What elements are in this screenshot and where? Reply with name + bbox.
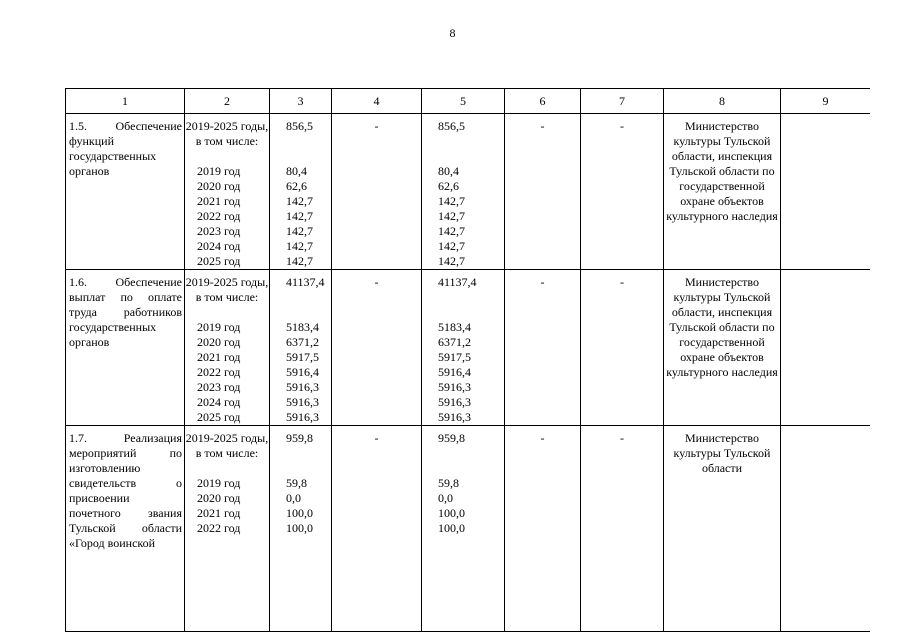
year-label: 2022 год (197, 521, 241, 535)
page-number: 8 (449, 26, 456, 40)
col4-value: - (332, 114, 422, 270)
header-col-2: 2 (185, 89, 270, 114)
year-label: 2024 год (197, 239, 241, 253)
program-table-container (65, 88, 870, 640)
total-cell (270, 114, 332, 270)
col5-values (422, 164, 504, 269)
year-label: 2025 год (197, 410, 241, 424)
measure-name: 1.6. Обеспечение выплат по оплате труда работников государственных органов (66, 270, 185, 426)
col4-value: - (332, 426, 422, 632)
header-col-4: 4 (332, 89, 422, 114)
col9-cell (781, 270, 871, 426)
period-cell (185, 426, 270, 632)
period-label: 2019-2025 годы, в том числе: (185, 275, 269, 304)
year-value: 5916,3 (286, 395, 319, 409)
executor-cell: Министерство культуры Тульской области, инспекция Тульской области по государственной охране объектов культурного наследия (664, 114, 781, 270)
col9-cell (781, 426, 871, 632)
year-value: 5916,4 (286, 365, 319, 379)
total-value: 856,5 (286, 119, 313, 133)
year-value: 142,7 (286, 194, 313, 208)
year-label: 2021 год (197, 194, 241, 208)
year-label: 2019 год (197, 164, 241, 178)
year-value: 80,4 (438, 164, 459, 178)
year-value: 100,0 (286, 521, 313, 535)
period-cell (185, 114, 270, 270)
total-value: 959,8 (286, 431, 313, 445)
year-value: 6371,2 (286, 335, 319, 349)
col5-values (422, 320, 504, 425)
year-value: 142,7 (438, 194, 465, 208)
year-label: 2023 год (197, 380, 241, 394)
year-value: 142,7 (438, 224, 465, 238)
year-value: 0,0 (286, 491, 301, 505)
year-value: 142,7 (286, 209, 313, 223)
year-value: 5183,4 (438, 320, 471, 334)
col9-cell (781, 114, 871, 270)
table-row (66, 270, 871, 426)
year-list (185, 320, 269, 425)
year-value: 5183,4 (286, 320, 319, 334)
year-values (270, 320, 331, 425)
header-col-6: 6 (505, 89, 581, 114)
year-value: 142,7 (286, 239, 313, 253)
col7-value: - (581, 426, 664, 632)
year-value: 100,0 (438, 521, 465, 535)
year-label: 2020 год (197, 335, 241, 349)
header-col-9: 9 (781, 89, 871, 114)
year-value: 142,7 (438, 239, 465, 253)
year-value: 5916,3 (286, 410, 319, 424)
col5-cell (422, 426, 505, 632)
total-cell (270, 270, 332, 426)
col5-total: 856,5 (438, 119, 465, 133)
year-list (185, 476, 269, 536)
year-value: 5916,3 (438, 380, 471, 394)
period-label: 2019-2025 годы, в том числе: (185, 119, 269, 148)
year-label: 2019 год (197, 320, 241, 334)
year-value: 6371,2 (438, 335, 471, 349)
period-cell (185, 270, 270, 426)
total-cell (270, 426, 332, 632)
year-label: 2021 год (197, 506, 241, 520)
year-label: 2023 год (197, 224, 241, 238)
total-value: 41137,4 (286, 275, 325, 289)
year-label: 2020 год (197, 491, 241, 505)
year-label: 2021 год (197, 350, 241, 364)
table-row (66, 114, 871, 270)
col6-value: - (505, 426, 581, 632)
header-col-3: 3 (270, 89, 332, 114)
year-values (270, 476, 331, 536)
year-label: 2019 год (197, 476, 241, 490)
year-value: 62,6 (286, 179, 307, 193)
col7-value: - (581, 114, 664, 270)
year-value: 5916,4 (438, 365, 471, 379)
header-col-1: 1 (66, 89, 185, 114)
year-label: 2020 год (197, 179, 241, 193)
col5-cell (422, 114, 505, 270)
year-value: 5917,5 (438, 350, 471, 364)
year-value: 142,7 (438, 254, 465, 268)
year-value: 80,4 (286, 164, 307, 178)
header-col-5: 5 (422, 89, 505, 114)
year-value: 59,8 (438, 476, 459, 490)
col7-value: - (581, 270, 664, 426)
year-label: 2025 год (197, 254, 241, 268)
table-row (66, 426, 871, 632)
header-col-7: 7 (581, 89, 664, 114)
header-row (66, 89, 871, 114)
period-label: 2019-2025 годы, в том числе: (185, 431, 269, 460)
year-value: 5916,3 (438, 410, 471, 424)
year-value: 5916,3 (438, 395, 471, 409)
header-col-8: 8 (664, 89, 781, 114)
year-value: 59,8 (286, 476, 307, 490)
year-value: 0,0 (438, 491, 453, 505)
program-table (65, 88, 870, 632)
measure-name: 1.7. Реализация мероприятий по изготовлению свидетельств о присвоении почетного звания Тульской области «Город воинской (66, 426, 185, 632)
year-value: 100,0 (286, 506, 313, 520)
year-value: 62,6 (438, 179, 459, 193)
col5-cell (422, 270, 505, 426)
year-value: 5916,3 (286, 380, 319, 394)
executor-cell: Министерство культуры Тульской области (664, 426, 781, 632)
year-value: 142,7 (286, 224, 313, 238)
measure-name: 1.5. Обеспечение функций государственных органов (66, 114, 185, 270)
year-label: 2024 год (197, 395, 241, 409)
year-value: 142,7 (438, 209, 465, 223)
col5-total: 959,8 (438, 431, 465, 445)
year-label: 2022 год (197, 209, 241, 223)
col6-value: - (505, 114, 581, 270)
year-value: 100,0 (438, 506, 465, 520)
executor-cell: Министерство культуры Тульской области, инспекция Тульской области по государственной охране объектов культурного наследия (664, 270, 781, 426)
col6-value: - (505, 270, 581, 426)
col4-value: - (332, 270, 422, 426)
year-value: 142,7 (286, 254, 313, 268)
year-list (185, 164, 269, 269)
col5-values (422, 476, 504, 536)
col5-total: 41137,4 (438, 275, 477, 289)
year-label: 2022 год (197, 365, 241, 379)
year-value: 5917,5 (286, 350, 319, 364)
year-values (270, 164, 331, 269)
